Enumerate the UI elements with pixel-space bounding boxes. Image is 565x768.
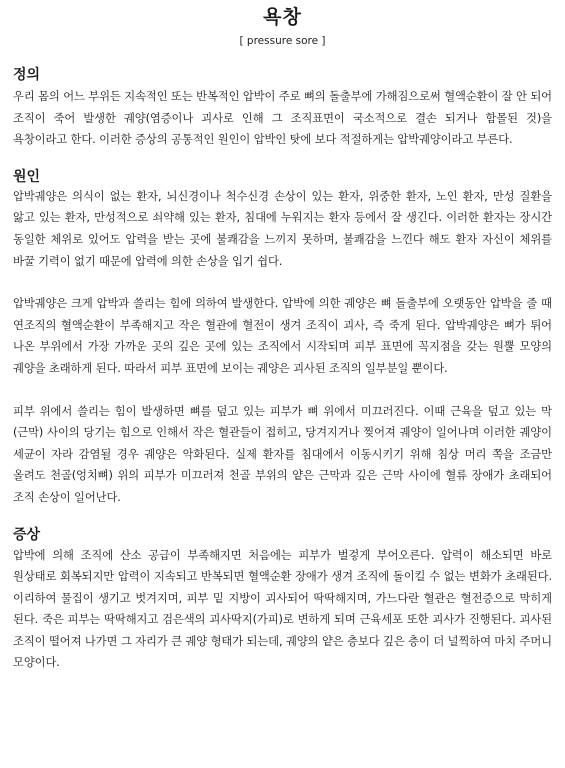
- document-page: [0, 4, 565, 768]
- page-title: 욕창: [263, 6, 302, 28]
- page-subtitle: [ pressure sore ]: [239, 35, 326, 47]
- cause-paragraph-1: 압박궤양은 의식이 없는 환자, 뇌신경이나 척수신경 손상이 있는 환자, 위중한 환자, 노인 환자, 만성 질환을 앓고 있는 환자, 만성적으로 쇠약해 있는 환자, 침대에 누워지는 환자 등에서 잘 생긴다. 이러한 환자는 장시간 동일한 체위로 있어도 압력을 받는 곳에 불쾌감을 느끼지 못하며, 불쾌감을 느낀다 해도 환자 자신이 체위를 바꿀 기력이 없기 때문에 압력에 의한 손상을 입기 쉽다.: [13, 189, 552, 268]
- section-heading-definition: 정의: [13, 67, 41, 83]
- section-heading-symptom: 증상: [13, 526, 41, 543]
- cause-paragraph-2: 압박궤양은 크게 압박과 쓸리는 힘에 의하여 발생한다. 압박에 의한 궤양은 뼈 돌출부에 오랫동안 압박을 줄 때 연조직의 혈액순환이 부족해지고 작은 혈관에 혈전이 생겨 조직이 괴사, 즉 죽게 된다. 압박궤양은 뼈가 튀어 나온 부위에서 가장 가까운 곳의 깊은 곳에 있는 조직에서 시작되며 피부 표면에 꼭지점을 갖는 원뿔 모양의 궤양을 초래하게 된다. 따라서 피부 표면에 보이는 궤양은 괴사된 조직의 일부분일 뿐이다.: [13, 297, 552, 375]
- definition-paragraph: 우리 몸의 어느 부위든 지속적인 또는 반복적인 압박이 주로 뼈의 돌출부에 가해짐으로써 혈액순환이 잘 안 되어 조직이 죽어 발생한 궤양(염증이나 괴사로 인해 그 조직표면이 국소적으로 결손 되거나 함몰된 것)을 욕창이라고 한다. 이러한 증상의 공통적인 원인이 압박인 탓에 보다 적절하게는 압박궤양이라고 부른다.: [13, 90, 552, 147]
- symptom-paragraph: 압박에 의해 조직에 산소 공급이 부족해지면 처음에는 피부가 벌겋게 부어오른다. 압력이 해소되면 바로 원상태로 회복되지만 압력이 지속되고 반복되면 혈액순환 장애가 생겨 조직에 돌이킬 수 없는 변화가 초래된다. 이리하여 물집이 생기고 벗겨지며, 피부 밑 지방이 괴사되어 딱딱해지며, 가느다란 혈관은 혈전증으로 막히게 된다. 죽은 피부는 딱딱해지고 검은색의 괴사딱지(가피)로 변하게 되며 근육세포 또한 괴사가 진행된다. 괴사된 조직이 떨어져 나가면 그 자리가 큰 궤양 형태가 되는데, 궤양의 얕은 층보다 깊은 층이 더 널찍하여 마치 주머니 모양이다.: [13, 548, 552, 670]
- section-definition: [13, 66, 552, 151]
- section-symptom: [13, 526, 552, 675]
- section-heading-cause: 원인: [13, 168, 41, 185]
- section-cause: [13, 168, 552, 509]
- cause-paragraph-3: 피부 위에서 쓸리는 힘이 발생하면 뼈를 덮고 있는 피부가 뼈 위에서 미끄러진다. 이때 근육을 덮고 있는 막(근막) 사이의 당기는 힘으로 인해서 작은 혈관들이 접히고, 당겨지거나 찢어져 궤양이 일어나며 이러한 궤양이 세균이 자라 감염될 경우 궤양은 악화된다. 실제 환자를 침대에서 이동시키기 위해 침상 머리 쪽을 조금만 올려도 천골(엉치뼈) 위의 피부가 미끄러져 천골 부위의 얕은 근막과 깊은 근막 사이에 혈류 장애가 초래되어 조직 손상이 일어난다.: [13, 404, 552, 504]
